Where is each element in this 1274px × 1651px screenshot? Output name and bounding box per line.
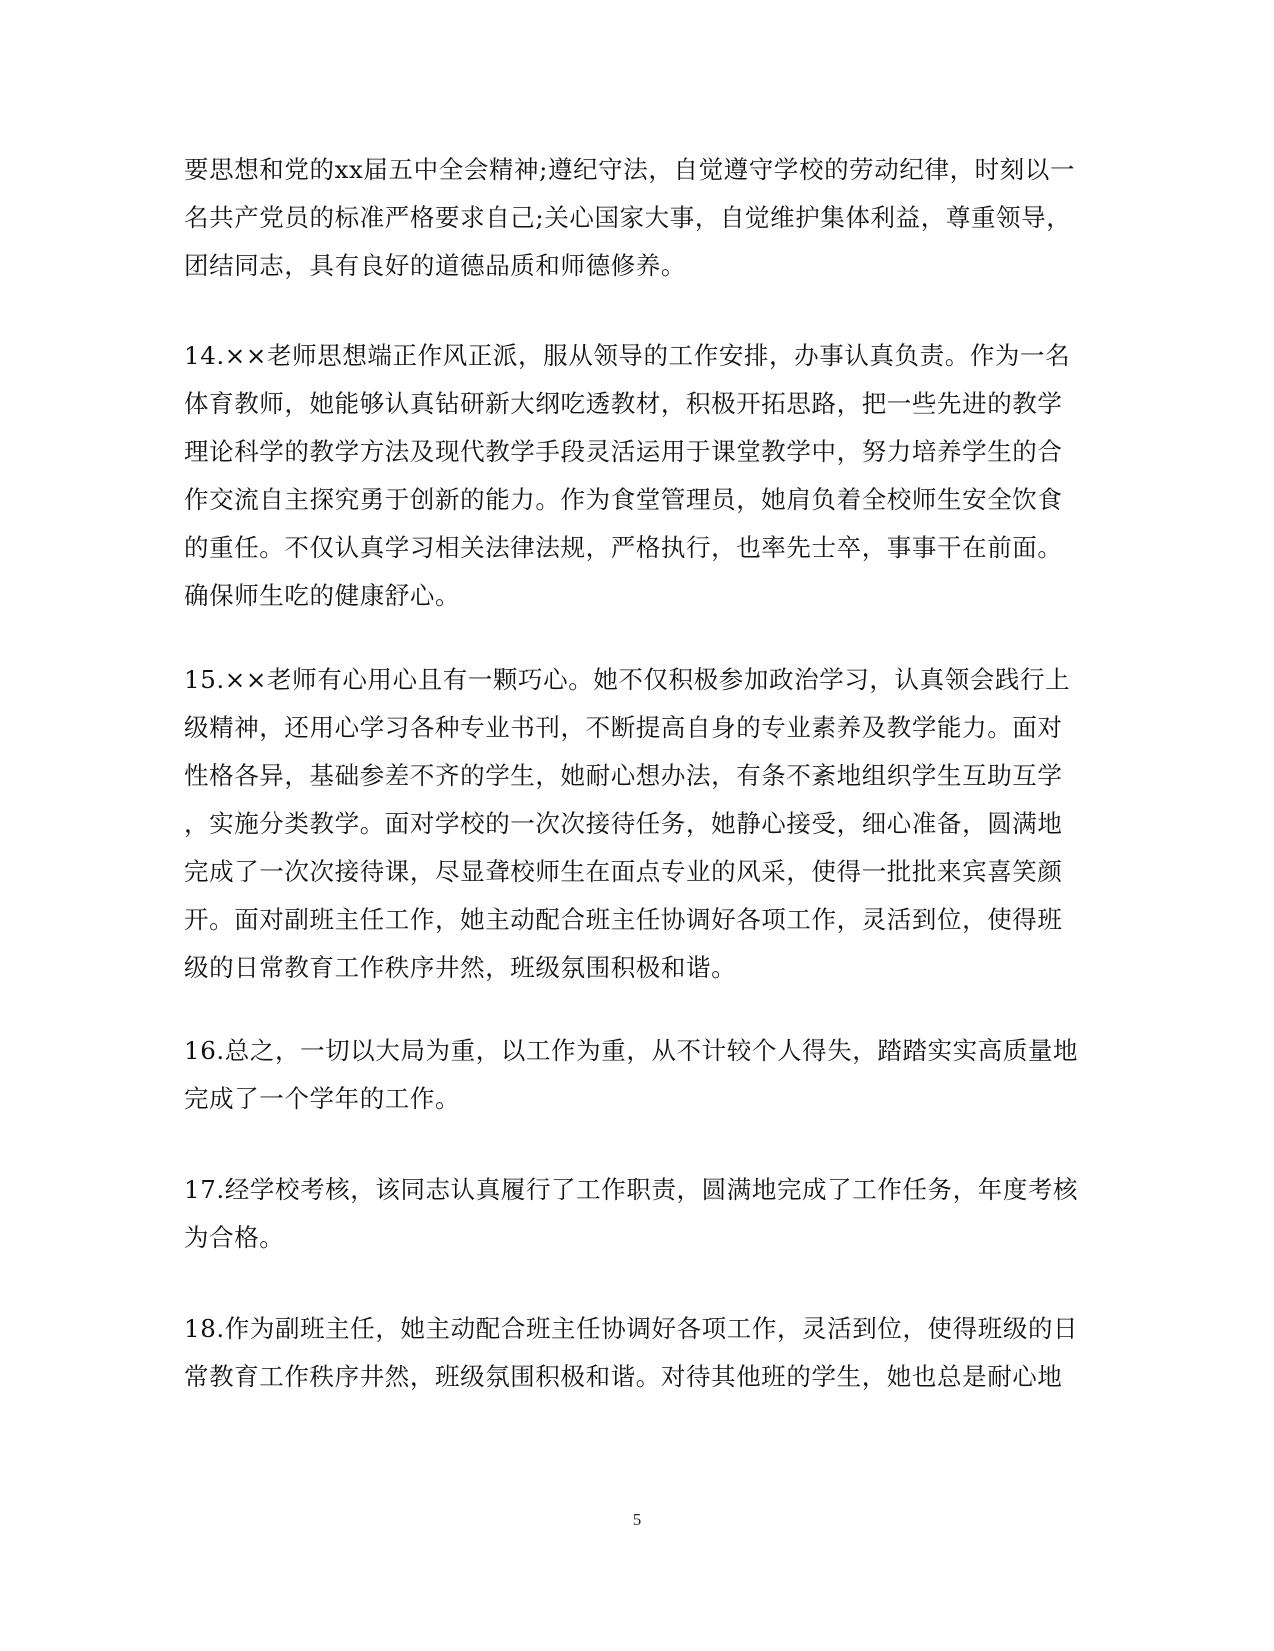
paragraph-line: 16.总之，一切以大局为重，以工作为重，从不计较个人得失，踏踏实实高质量地	[184, 1036, 1079, 1065]
paragraph-line: 完成了一个学年的工作。	[184, 1084, 461, 1113]
paragraph-line: 理论科学的教学方法及现代教学手段灵活运用于课堂教学中，努力培养学生的合	[184, 437, 1063, 466]
paragraph-continuation	[184, 146, 1082, 290]
paragraph-line: 15.××老师有心用心且有一颗巧心。她不仅积极参加政治学习，认真领会践行上	[184, 665, 1071, 694]
paragraph-18	[184, 1305, 1082, 1401]
paragraph-line: 完成了一次次接待课，尽显聋校师生在面点专业的风采，使得一批批来宾喜笑颜	[184, 857, 1063, 886]
paragraph-line: 级的日常教育工作秩序井然，班级氛围积极和谐。	[184, 953, 737, 982]
paragraph-14	[184, 332, 1082, 620]
paragraph-line: 确保师生吃的健康舒心。	[184, 581, 461, 610]
paragraph-line: 性格各异，基础参差不齐的学生，她耐心想办法，有条不紊地组织学生互助互学	[184, 761, 1063, 790]
paragraph-line: 级精神，还用心学习各种专业书刊，不断提高自身的专业素养及教学能力。面对	[184, 713, 1063, 742]
paragraph-line: 为合格。	[184, 1223, 285, 1252]
page-number: 5	[632, 1510, 642, 1529]
paragraph-15	[184, 656, 1082, 992]
paragraph-17	[184, 1166, 1082, 1262]
paragraph-line: 17.经学校考核，该同志认真履行了工作职责，圆满地完成了工作任务，年度考核	[184, 1175, 1079, 1204]
paragraph-line: 要思想和党的xx届五中全会精神;遵纪守法，自觉遵守学校的劳动纪律，时刻以一	[184, 155, 1076, 184]
paragraph-line: 名共产党员的标准严格要求自己;关心国家大事，自觉维护集体利益，尊重领导，	[184, 203, 1072, 232]
paragraph-line: 常教育工作秩序井然，班级氛围积极和谐。对待其他班的学生，她也总是耐心地	[184, 1362, 1063, 1391]
paragraph-line: 体育教师，她能够认真钻研新大纲吃透教材，积极开拓思路，把一些先进的教学	[184, 389, 1063, 418]
paragraph-line: 的重任。不仅认真学习相关法律法规，严格执行，也率先士卒，事事干在前面。	[184, 533, 1063, 562]
paragraph-line: 14.××老师思想端正作风正派，服从领导的工作安排，办事认真负责。作为一名	[184, 341, 1071, 370]
paragraph-line: 团结同志，具有良好的道德品质和师德修养。	[184, 251, 686, 280]
paragraph-line: 18.作为副班主任，她主动配合班主任协调好各项工作，灵活到位，使得班级的日	[184, 1314, 1079, 1343]
paragraph-line: 作交流自主探究勇于创新的能力。作为食堂管理员，她肩负着全校师生安全饮食	[184, 485, 1063, 514]
paragraph-line: ，实施分类教学。面对学校的一次次接待任务，她静心接受，细心准备，圆满地	[184, 809, 1063, 838]
paragraph-16	[184, 1027, 1082, 1123]
paragraph-line: 开。面对副班主任工作，她主动配合班主任协调好各项工作，灵活到位，使得班	[184, 905, 1063, 934]
